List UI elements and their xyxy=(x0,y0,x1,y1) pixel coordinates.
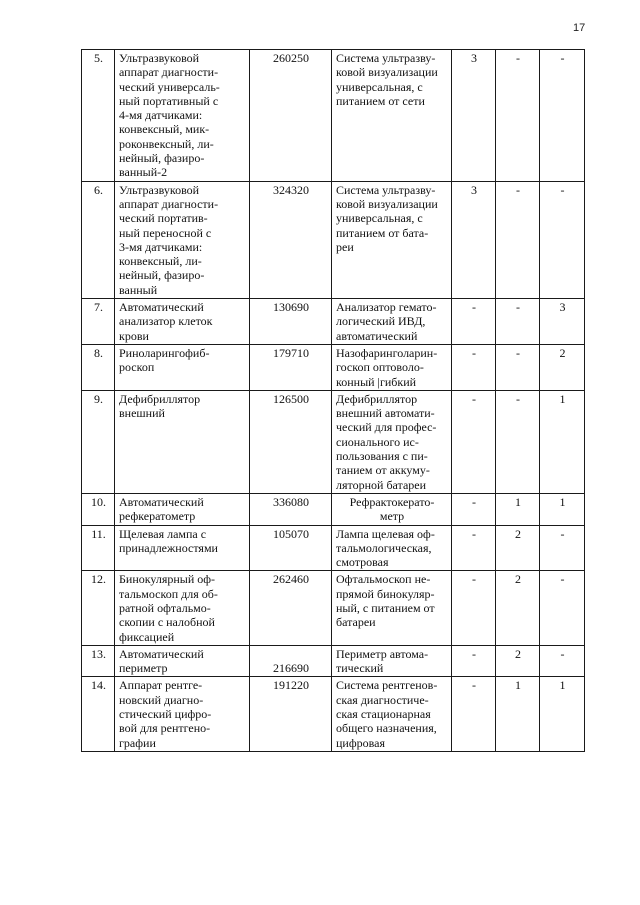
quantity-3: - xyxy=(540,181,585,298)
equipment-name: Автоматический рефкератометр xyxy=(115,493,250,525)
row-number: 14. xyxy=(82,677,115,751)
row-number: 5. xyxy=(82,50,115,182)
table-row xyxy=(82,525,585,571)
row-number: 12. xyxy=(82,571,115,645)
quantity-3: - xyxy=(540,525,585,571)
quantity-1: - xyxy=(452,344,496,390)
quantity-3: 1 xyxy=(540,390,585,493)
equipment-name: Риноларингофиб- роскоп xyxy=(115,344,250,390)
quantity-2: 2 xyxy=(496,525,540,571)
equipment-type: Анализатор гемато- логический ИВД, автоматический xyxy=(332,299,452,345)
equipment-type: Система рентгенов- ская диагностиче- ская стационарная общего назначения, цифровая xyxy=(332,677,452,751)
quantity-1: - xyxy=(452,493,496,525)
quantity-3: 1 xyxy=(540,677,585,751)
equipment-type: Рефрактокерато- метр xyxy=(332,493,452,525)
quantity-2: - xyxy=(496,299,540,345)
table-row xyxy=(82,390,585,493)
quantity-3: 1 xyxy=(540,493,585,525)
row-number: 10. xyxy=(82,493,115,525)
quantity-3: - xyxy=(540,50,585,182)
equipment-table xyxy=(81,49,585,752)
quantity-3: 2 xyxy=(540,344,585,390)
equipment-code: 126500 xyxy=(250,390,332,493)
equipment-name: Щелевая лампа с принадлежностями xyxy=(115,525,250,571)
quantity-2: 2 xyxy=(496,571,540,645)
quantity-2: 2 xyxy=(496,645,540,677)
equipment-name: Аппарат рентге- новский диагно- стический цифро- вой для рентгено- графии xyxy=(115,677,250,751)
equipment-name: Автоматический анализатор клеток крови xyxy=(115,299,250,345)
row-number: 9. xyxy=(82,390,115,493)
table-row xyxy=(82,677,585,751)
equipment-code: 191220 xyxy=(250,677,332,751)
equipment-code: 130690 xyxy=(250,299,332,345)
page-number: 17 xyxy=(573,22,586,34)
equipment-code: 336080 xyxy=(250,493,332,525)
equipment-name: Ультразвуковой аппарат диагности- ческий универсаль- ный портативный с 4-мя датчиками: конвексный, мик- роконвексный, ли- нейный, фазиро- ванный-2 xyxy=(115,50,250,182)
equipment-name: Дефибриллятор внешний xyxy=(115,390,250,493)
row-number: 11. xyxy=(82,525,115,571)
row-number: 13. xyxy=(82,645,115,677)
equipment-name: Ультразвуковой аппарат диагности- ческий портатив- ный переносной с 3-мя датчиками: конвексный, ли- нейный, фазиро- ванный xyxy=(115,181,250,298)
equipment-type: Периметр автома- тический xyxy=(332,645,452,677)
equipment-type: Система ультразву- ковой визуализации универсальная, с питанием от бата- реи xyxy=(332,181,452,298)
quantity-1: - xyxy=(452,299,496,345)
table-row xyxy=(82,493,585,525)
table-row xyxy=(82,299,585,345)
equipment-type: Офтальмоскоп не- прямой бинокуляр- ный, с питанием от батареи xyxy=(332,571,452,645)
equipment-name: Автоматический периметр xyxy=(115,645,250,677)
quantity-2: - xyxy=(496,344,540,390)
quantity-3: 3 xyxy=(540,299,585,345)
equipment-type: Лампа щелевая оф- тальмологическая, смотровая xyxy=(332,525,452,571)
equipment-code: 324320 xyxy=(250,181,332,298)
quantity-1: - xyxy=(452,571,496,645)
quantity-2: 1 xyxy=(496,493,540,525)
quantity-1: - xyxy=(452,390,496,493)
quantity-3: - xyxy=(540,645,585,677)
equipment-type: Назофаринголарин- госкоп оптоволо- конный |гибкий xyxy=(332,344,452,390)
equipment-code: 262460 xyxy=(250,571,332,645)
equipment-code: 105070 xyxy=(250,525,332,571)
row-number: 6. xyxy=(82,181,115,298)
quantity-1: - xyxy=(452,677,496,751)
equipment-type: Дефибриллятор внешний автомати- ческий для профес- сионального ис- пользования с пи- танием от аккуму- ляторной батареи xyxy=(332,390,452,493)
equipment-code: 216690 xyxy=(250,645,332,677)
equipment-code: 260250 xyxy=(250,50,332,182)
quantity-1: 3 xyxy=(452,181,496,298)
quantity-1: - xyxy=(452,525,496,571)
quantity-2: 1 xyxy=(496,677,540,751)
table-row xyxy=(82,645,585,677)
quantity-2: - xyxy=(496,181,540,298)
quantity-1: 3 xyxy=(452,50,496,182)
table-row xyxy=(82,50,585,182)
table-row xyxy=(82,181,585,298)
equipment-type: Система ультразву- ковой визуализации универсальная, с питанием от сети xyxy=(332,50,452,182)
equipment-name: Бинокулярный оф- тальмоскоп для об- ратной офтальмо- скопии с налобной фиксацией xyxy=(115,571,250,645)
quantity-3: - xyxy=(540,571,585,645)
equipment-code: 179710 xyxy=(250,344,332,390)
quantity-2: - xyxy=(496,390,540,493)
table-row xyxy=(82,571,585,645)
row-number: 8. xyxy=(82,344,115,390)
quantity-1: - xyxy=(452,645,496,677)
row-number: 7. xyxy=(82,299,115,345)
table-row xyxy=(82,344,585,390)
quantity-2: - xyxy=(496,50,540,182)
